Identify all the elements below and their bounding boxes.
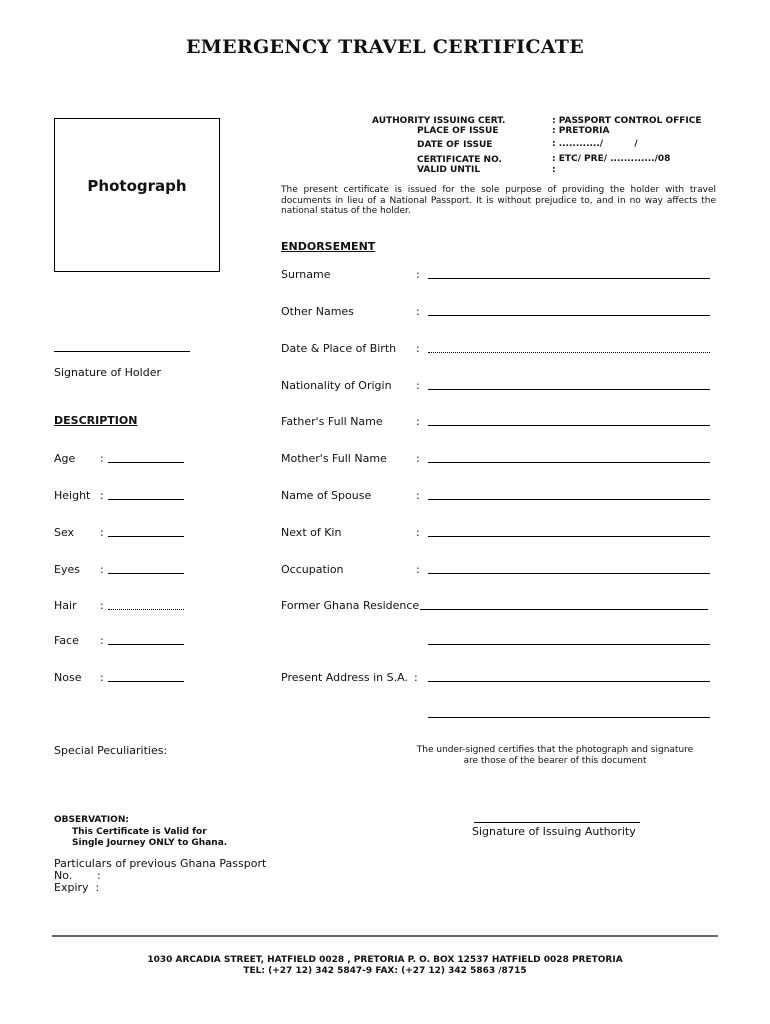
photograph-label: Photograph xyxy=(87,177,187,195)
nose-colon: : xyxy=(100,671,104,684)
observation-line-1: This Certificate is Valid for xyxy=(72,827,207,837)
other-names-colon: : xyxy=(416,305,420,318)
occupation-field[interactable] xyxy=(428,573,710,574)
face-label: Face xyxy=(54,634,79,647)
sex-colon: : xyxy=(100,526,104,539)
place-of-issue-label: PLACE OF ISSUE xyxy=(417,126,499,136)
mothers-full-name-colon: : xyxy=(416,452,420,465)
other-names-label: Other Names xyxy=(281,305,354,318)
fathers-full-name-colon: : xyxy=(416,415,420,428)
place-of-issue-value: : PRETORIA xyxy=(552,126,610,136)
certify-line-2: are those of the bearer of this document xyxy=(463,756,647,766)
next-of-kin-label: Next of Kin xyxy=(281,526,342,539)
date-of-issue-value: : ............/ / xyxy=(552,139,638,149)
observation-line-2: Single Journey ONLY to Ghana. xyxy=(72,838,228,848)
description-heading: DESCRIPTION xyxy=(54,414,138,427)
age-label: Age xyxy=(54,452,76,465)
signature-of-holder-label: Signature of Holder xyxy=(54,366,161,379)
age-field[interactable] xyxy=(108,462,184,463)
mothers-full-name-label: Mother's Full Name xyxy=(281,452,387,465)
next-of-kin-colon: : xyxy=(416,526,420,539)
certificate-no-label: CERTIFICATE NO. xyxy=(417,155,502,165)
fathers-full-name-label: Father's Full Name xyxy=(281,415,383,428)
endorsement-heading: ENDORSEMENT xyxy=(281,240,376,253)
nose-label: Nose xyxy=(54,671,82,684)
face-colon: : xyxy=(100,634,104,647)
face-field[interactable] xyxy=(108,644,184,645)
date-of-issue-label: DATE OF ISSUE xyxy=(417,140,493,150)
height-label: Height xyxy=(54,489,91,502)
footer-contact: TEL: (+27 12) 342 5847-9 FAX: (+27 12) 342 5863 /8715 xyxy=(243,966,527,976)
sex-field[interactable] xyxy=(108,536,184,537)
present-address-field[interactable] xyxy=(428,681,710,682)
signature-of-issuing-authority-label: Signature of Issuing Authority xyxy=(472,825,636,838)
passport-no-colon: : xyxy=(97,869,101,882)
date-place-of-birth-colon: : xyxy=(416,342,420,355)
date-place-of-birth-field[interactable] xyxy=(428,352,710,353)
height-field[interactable] xyxy=(108,499,184,500)
certificate-no-value: : ETC/ PRE/ ............./08 xyxy=(552,154,671,164)
passport-expiry-label: Expiry : xyxy=(54,881,100,894)
name-of-spouse-field[interactable] xyxy=(428,499,710,500)
other-names-field[interactable] xyxy=(428,315,710,316)
name-of-spouse-colon: : xyxy=(416,489,420,502)
photograph-box xyxy=(54,118,220,272)
observation-heading: OBSERVATION: xyxy=(54,815,129,825)
present-address-label: Present Address in S.A. xyxy=(281,671,408,684)
authority-label: AUTHORITY ISSUING CERT. xyxy=(372,116,506,126)
fathers-full-name-field[interactable] xyxy=(428,425,710,426)
nationality-of-origin-label: Nationality of Origin xyxy=(281,379,392,392)
next-of-kin-field[interactable] xyxy=(428,536,710,537)
valid-until-value: : xyxy=(552,165,556,175)
previous-passport-heading: Particulars of previous Ghana Passport xyxy=(54,857,267,870)
hair-colon: : xyxy=(100,599,104,612)
former-ghana-residence-field[interactable] xyxy=(420,609,708,610)
authority-signature-line[interactable] xyxy=(474,822,640,823)
surname-colon: : xyxy=(416,268,420,281)
holder-signature-line[interactable] xyxy=(54,351,190,352)
present-address-extra-field[interactable] xyxy=(428,717,710,718)
present-address-colon: : xyxy=(414,671,418,684)
valid-until-label: VALID UNTIL xyxy=(417,165,481,175)
hair-field[interactable] xyxy=(108,609,184,610)
special-peculiarities-label: Special Peculiarities: xyxy=(54,744,168,757)
date-place-of-birth-label: Date & Place of Birth xyxy=(281,342,397,355)
nationality-of-origin-field[interactable] xyxy=(428,389,710,390)
eyes-field[interactable] xyxy=(108,573,184,574)
nationality-of-origin-colon: : xyxy=(416,379,420,392)
certificate-purpose-text: The present certificate is issued for the sole purpose of providing the holder with travel documents in lieu of a National Passport. It is without prejudice to, and in no way affects the national status of the holder. xyxy=(281,185,716,216)
occupation-label: Occupation xyxy=(281,563,344,576)
age-colon: : xyxy=(100,452,104,465)
hair-label: Hair xyxy=(54,599,77,612)
surname-label: Surname xyxy=(281,268,331,281)
height-colon: : xyxy=(100,489,104,502)
authority-value: : PASSPORT CONTROL OFFICE xyxy=(552,116,702,126)
occupation-colon: : xyxy=(416,563,420,576)
eyes-colon: : xyxy=(100,563,104,576)
mothers-full-name-field[interactable] xyxy=(428,462,710,463)
nose-field[interactable] xyxy=(108,681,184,682)
name-of-spouse-label: Name of Spouse xyxy=(281,489,372,502)
former-residence-extra-field[interactable] xyxy=(428,644,710,645)
sex-label: Sex xyxy=(54,526,75,539)
footer-divider xyxy=(52,935,718,937)
eyes-label: Eyes xyxy=(54,563,80,576)
surname-field[interactable] xyxy=(428,278,710,279)
document-title: EMERGENCY TRAVEL CERTIFICATE xyxy=(186,36,584,58)
passport-no-label: No. xyxy=(54,869,73,882)
footer-address: 1030 ARCADIA STREET, HATFIELD 0028 , PRETORIA P. O. BOX 12537 HATFIELD 0028 PRETORIA xyxy=(147,955,623,965)
former-ghana-residence-label: Former Ghana Residence xyxy=(281,599,420,612)
certify-line-1: The under-signed certifies that the photograph and signature xyxy=(416,745,694,755)
